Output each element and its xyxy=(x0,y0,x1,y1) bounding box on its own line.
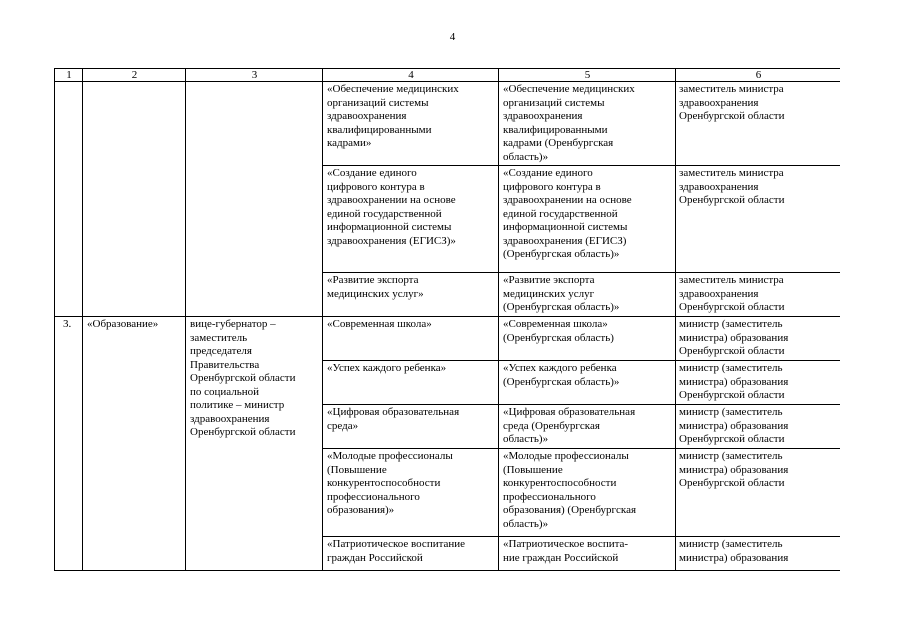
responsible-cell: министр (заместитель министра) образования Оренбургской области xyxy=(676,361,841,405)
regional-project-cell: «Молодые профессионалы (Повышение конкурентоспособности профессионального образования) (Оренбургская область)» xyxy=(499,449,676,537)
responsible-cell: министр (заместитель министра) образования Оренбургской области xyxy=(676,317,841,361)
project-cell: «Современная школа» xyxy=(323,317,499,361)
table-row xyxy=(55,82,841,166)
document-table-frame xyxy=(54,68,840,571)
section-curator: вице-губернатор – заместитель председателя Правительства Оренбургской области по социальной политике – министр здравоохранения Оренбургской области xyxy=(186,317,323,572)
project-cell: «Успех каждого ребенка» xyxy=(323,361,499,405)
project-cell: «Цифровая образовательная среда» xyxy=(323,405,499,449)
project-cell: «Патриотическое воспитание граждан Российской xyxy=(323,537,499,572)
responsible-cell: министр (заместитель министра) образования Оренбургской области xyxy=(676,405,841,449)
regional-project-cell: «Развитие экспорта медицинских услуг (Оренбургская область)» xyxy=(499,273,676,317)
curator-cell-empty xyxy=(186,82,323,317)
page-number: 4 xyxy=(449,31,456,43)
header-cell-2: 2 xyxy=(83,69,186,82)
header-cell-1: 1 xyxy=(55,69,83,82)
responsible-cell: заместитель министра здравоохранения Оренбургской области xyxy=(676,82,841,166)
responsible-cell: министр (заместитель министра) образования xyxy=(676,537,841,572)
header-cell-3: 3 xyxy=(186,69,323,82)
regional-project-cell: «Цифровая образовательная среда (Оренбургская область)» xyxy=(499,405,676,449)
responsible-cell: заместитель министра здравоохранения Оренбургской области xyxy=(676,166,841,273)
header-cell-5: 5 xyxy=(499,69,676,82)
header-cell-4: 4 xyxy=(323,69,499,82)
regional-project-cell: «Современная школа» (Оренбургская область) xyxy=(499,317,676,361)
regional-project-cell: «Патриотическое воспита- ние граждан Российской xyxy=(499,537,676,572)
responsible-cell: заместитель министра здравоохранения Оренбургской области xyxy=(676,273,841,317)
row-number-cell-empty xyxy=(55,82,83,317)
section-name: «Образование» xyxy=(83,317,186,572)
section-number: 3. xyxy=(55,317,83,572)
table-row xyxy=(55,317,841,361)
header-cell-6: 6 xyxy=(676,69,841,82)
table-header-row xyxy=(55,69,841,82)
project-cell: «Обеспечение медицинских организаций системы здравоохранения квалифицированными кадрами» xyxy=(323,82,499,166)
responsible-cell: министр (заместитель министра) образования Оренбургской области xyxy=(676,449,841,537)
regional-project-cell: «Обеспечение медицинских организаций системы здравоохранения квалифицированными кадрами (Оренбургская область)» xyxy=(499,82,676,166)
projects-table xyxy=(54,68,840,571)
regional-project-cell: «Успех каждого ребенка (Оренбургская область)» xyxy=(499,361,676,405)
project-cell: «Развитие экспорта медицинских услуг» xyxy=(323,273,499,317)
project-cell: «Создание единого цифрового контура в здравоохранении на основе единой государственной информационной системы здравоохранения (ЕГИСЗ)» xyxy=(323,166,499,273)
regional-project-cell: «Создание единого цифрового контура в здравоохранении на основе единой государственной информационной системы здравоохранения (ЕГИСЗ) (Оренбургская область)» xyxy=(499,166,676,273)
project-cell: «Молодые профессионалы (Повышение конкурентоспособности профессионального образования)» xyxy=(323,449,499,537)
direction-cell-empty xyxy=(83,82,186,317)
